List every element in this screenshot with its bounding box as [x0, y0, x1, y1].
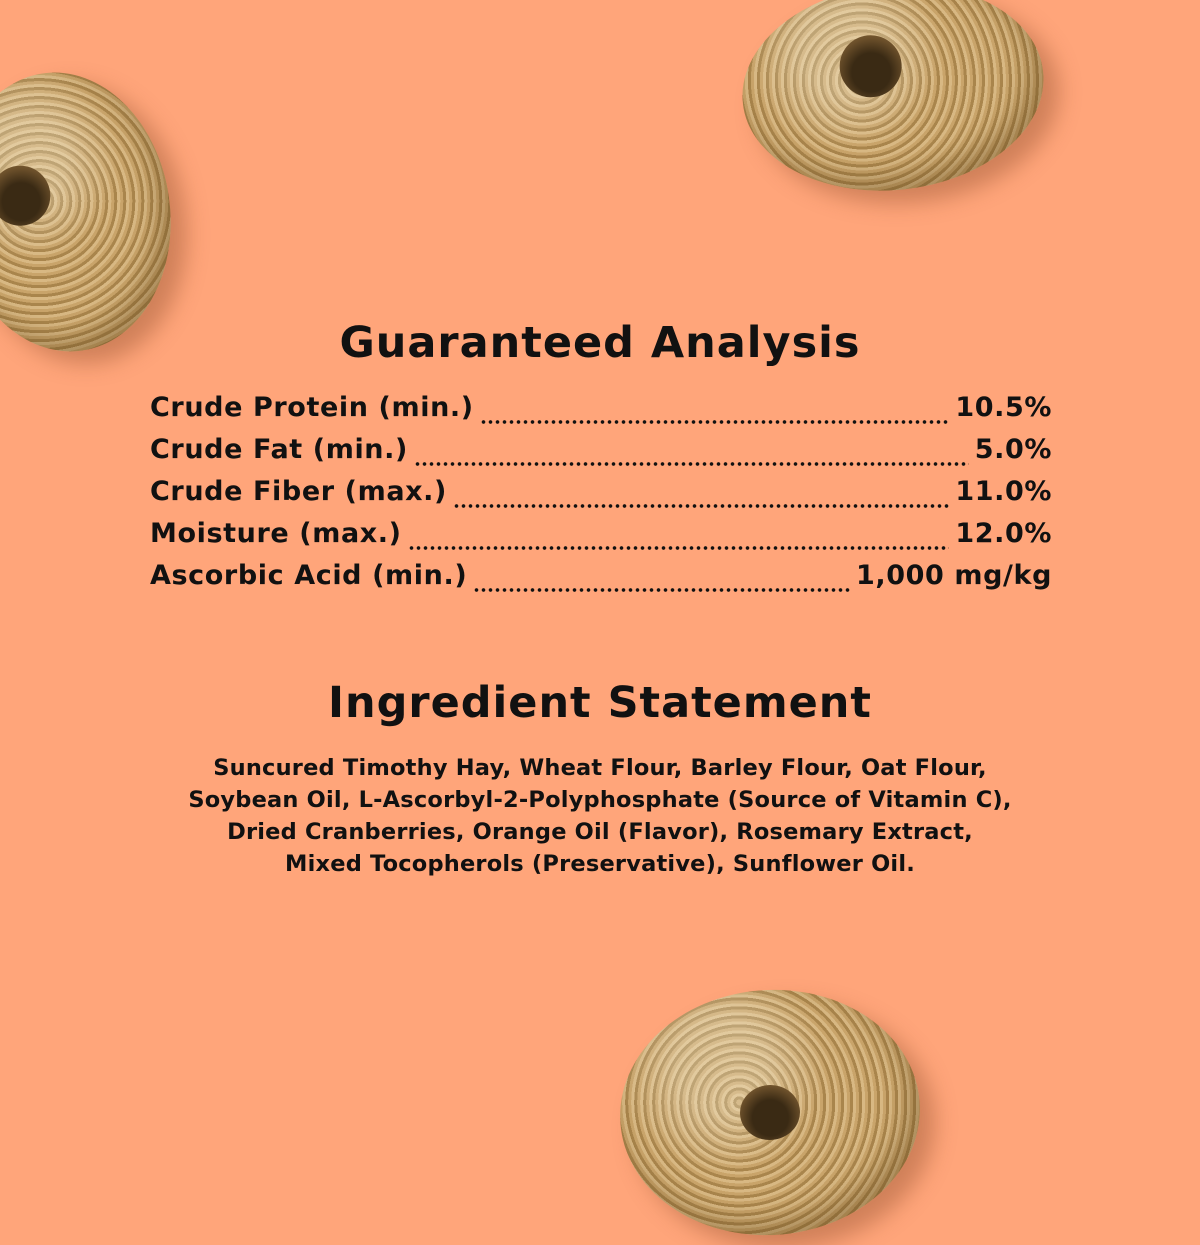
- analysis-row: [150, 434, 1052, 476]
- analysis-row: [150, 518, 1052, 560]
- ingredient-line: Mixed Tocopherols (Preservative), Sunflower Oil.: [285, 851, 915, 877]
- analysis-value: 10.5%: [955, 392, 1052, 423]
- analysis-label: Crude Protein (min.): [150, 392, 474, 423]
- ingredient-line: Soybean Oil, L-Ascorbyl-2-Polyphosphate (Source of Vitamin C),: [188, 787, 1012, 813]
- dot-leader: [414, 447, 969, 467]
- ingredient-statement-heading: Ingredient Statement: [328, 678, 872, 728]
- guaranteed-analysis-heading: Guaranteed Analysis: [339, 318, 861, 368]
- treat-hole: [738, 1083, 802, 1142]
- treat-hole: [837, 32, 905, 100]
- analysis-value: 12.0%: [955, 518, 1052, 549]
- dot-leader: [408, 531, 950, 551]
- dot-leader: [453, 489, 949, 509]
- analysis-label: Moisture (max.): [150, 518, 402, 549]
- analysis-value: 1,000 mg/kg: [855, 560, 1052, 591]
- ingredient-statement-text: [150, 752, 1050, 880]
- dot-leader: [480, 405, 950, 425]
- analysis-label: Ascorbic Acid (min.): [150, 560, 468, 591]
- hay-donut-treat-image: [732, 0, 1054, 205]
- analysis-row: [150, 392, 1052, 434]
- treat-hole: [0, 162, 54, 230]
- ingredient-line: Suncured Timothy Hay, Wheat Flour, Barley Flour, Oat Flour,: [213, 755, 987, 781]
- dot-leader: [473, 573, 850, 593]
- analysis-row: [150, 476, 1052, 518]
- analysis-value: 11.0%: [955, 476, 1052, 507]
- analysis-label: Crude Fat (min.): [150, 434, 408, 465]
- ingredient-line: Dried Cranberries, Orange Oil (Flavor), Rosemary Extract,: [227, 819, 973, 845]
- analysis-row: [150, 560, 1052, 602]
- guaranteed-analysis-list: [150, 392, 1052, 602]
- analysis-label: Crude Fiber (max.): [150, 476, 447, 507]
- hay-donut-treat-image: [612, 980, 928, 1245]
- analysis-value: 5.0%: [974, 434, 1052, 465]
